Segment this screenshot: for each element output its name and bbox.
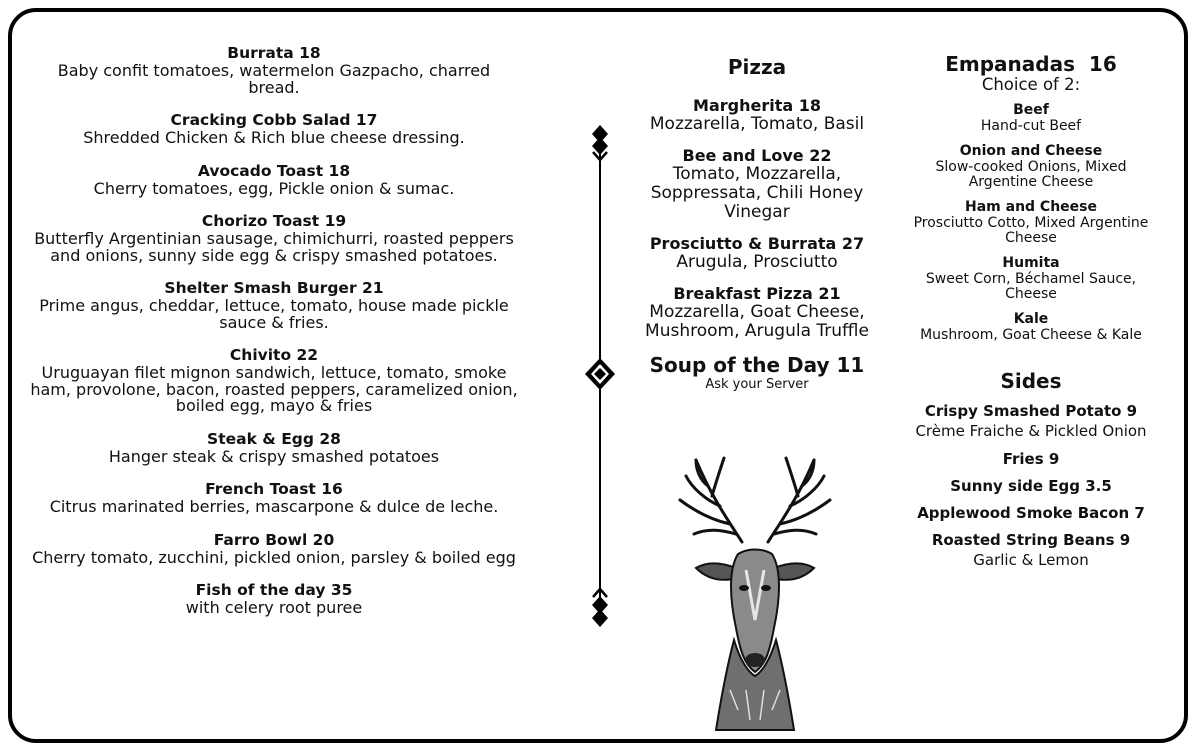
item-description: Mozzarella, Tomato, Basil [649, 114, 865, 134]
item-name: French Toast 16 [205, 480, 343, 498]
item-name: Humita [1002, 255, 1060, 271]
left-menu-column [30, 44, 518, 632]
menu-item [912, 401, 1150, 442]
item-description: Tomato, Mozzarella, Soppressata, Chili Honey Vinegar [650, 164, 864, 222]
menu-item [912, 255, 1150, 302]
menu-item [30, 480, 518, 516]
item-description: Hand-cut Beef [980, 118, 1082, 134]
item-name: Sunny side Egg 3.5 [950, 477, 1112, 495]
item-name: Chorizo Toast 19 [201, 212, 347, 230]
menu-item [912, 102, 1150, 134]
item-description: Cherry tomatoes, egg, Pickle onion & sumac. [93, 178, 455, 198]
menu-item [912, 476, 1150, 496]
item-description: Mushroom, Goat Cheese & Kale [920, 327, 1142, 343]
menu-item [30, 162, 518, 198]
menu-item [633, 146, 881, 222]
menu-item [912, 530, 1150, 571]
menu-item [30, 581, 518, 617]
item-name: Roasted String Beans 9 [931, 531, 1131, 549]
empanadas-sides-column [912, 52, 1150, 578]
menu-item [30, 279, 518, 331]
pizza-column [633, 55, 881, 392]
item-description: Hanger steak & crispy smashed potatoes [108, 446, 440, 466]
pizza-heading: Pizza [727, 55, 787, 79]
item-name: Farro Bowl 20 [213, 530, 335, 549]
soup-section [633, 353, 881, 392]
soup-heading: Soup of the Day 11 [649, 353, 865, 377]
item-name: Margherita 18 [693, 96, 821, 115]
item-description: with celery root puree [185, 598, 363, 617]
empanadas-section [912, 52, 1150, 343]
item-name: Burrata 18 [227, 44, 321, 62]
menu-item [30, 212, 518, 264]
item-description: Shredded Chicken & Rich blue cheese dressing. [83, 128, 465, 147]
item-name: Fish of the day 35 [195, 581, 353, 599]
item-description: Cherry tomato, zucchini, pickled onion, parsley & boiled egg [32, 547, 516, 567]
item-name: Kale [1013, 311, 1049, 327]
item-description: Uruguayan filet mignon sandwich, lettuce, tomato, smoke ham, provolone, bacon, roasted peppers, caramelized onion, boiled egg, mayo & fries [30, 363, 518, 415]
menu-item [912, 143, 1150, 190]
menu-item [30, 44, 518, 96]
item-name: Breakfast Pizza 21 [673, 284, 841, 303]
menu-item [30, 111, 518, 147]
menu-item [633, 234, 881, 272]
item-description: Garlic & Lemon [973, 551, 1089, 569]
menu-item [30, 430, 518, 466]
menu-item [912, 311, 1150, 343]
item-description: Citrus marinated berries, mascarpone & dulce de leche. [49, 497, 499, 516]
empanadas-subtitle: Choice of 2: [981, 75, 1081, 94]
soup-description: Ask your Server [705, 377, 809, 392]
item-description: Baby confit tomatoes, watermelon Gazpacho, charred bread. [57, 61, 491, 97]
sides-heading: Sides [1000, 369, 1062, 393]
item-name: Cracking Cobb Salad 17 [170, 111, 378, 129]
item-description: Mozzarella, Goat Cheese, Mushroom, Arugula Truffle [645, 302, 869, 341]
item-name: Steak & Egg 28 [207, 429, 341, 448]
item-description: Prosciutto Cotto, Mixed Argentine Cheese [913, 215, 1149, 246]
item-name: Prosciutto & Burrata 27 [649, 234, 865, 253]
item-name: Shelter Smash Burger 21 [164, 279, 384, 297]
item-description: Prime angus, cheddar, lettuce, tomato, house made pickle sauce & fries. [39, 296, 509, 332]
item-description: Slow-cooked Onions, Mixed Argentine Cheese [935, 159, 1127, 190]
item-name: Crispy Smashed Potato 9 [924, 402, 1138, 420]
item-name: Avocado Toast 18 [197, 161, 351, 180]
menu-item [912, 503, 1150, 523]
item-name: Ham and Cheese [965, 199, 1097, 215]
sides-section [912, 369, 1150, 571]
item-description: Butterfly Argentinian sausage, chimichurri, roasted peppers and onions, sunny side egg & crispy smashed potatoes. [34, 229, 514, 265]
item-name: Beef [1013, 102, 1049, 118]
menu-item [30, 346, 518, 415]
menu-item [912, 449, 1150, 469]
deer-head-icon [650, 450, 860, 735]
item-description: Arugula, Prosciutto [676, 252, 838, 272]
item-name: Bee and Love 22 [682, 146, 832, 165]
menu-item [912, 199, 1150, 246]
item-description: Sweet Corn, Béchamel Sauce, Cheese [925, 271, 1137, 302]
item-name: Onion and Cheese [959, 143, 1103, 159]
empanadas-heading: Empanadas 16 [945, 52, 1117, 76]
item-description: Crème Fraiche & Pickled Onion [915, 422, 1147, 440]
item-name: Applewood Smoke Bacon 7 [917, 504, 1145, 522]
arrow-divider-icon [585, 120, 615, 640]
menu-item [633, 96, 881, 134]
item-name: Fries 9 [1002, 450, 1060, 468]
menu-item [633, 284, 881, 341]
item-name: Chivito 22 [229, 346, 319, 364]
menu-item [30, 531, 518, 567]
